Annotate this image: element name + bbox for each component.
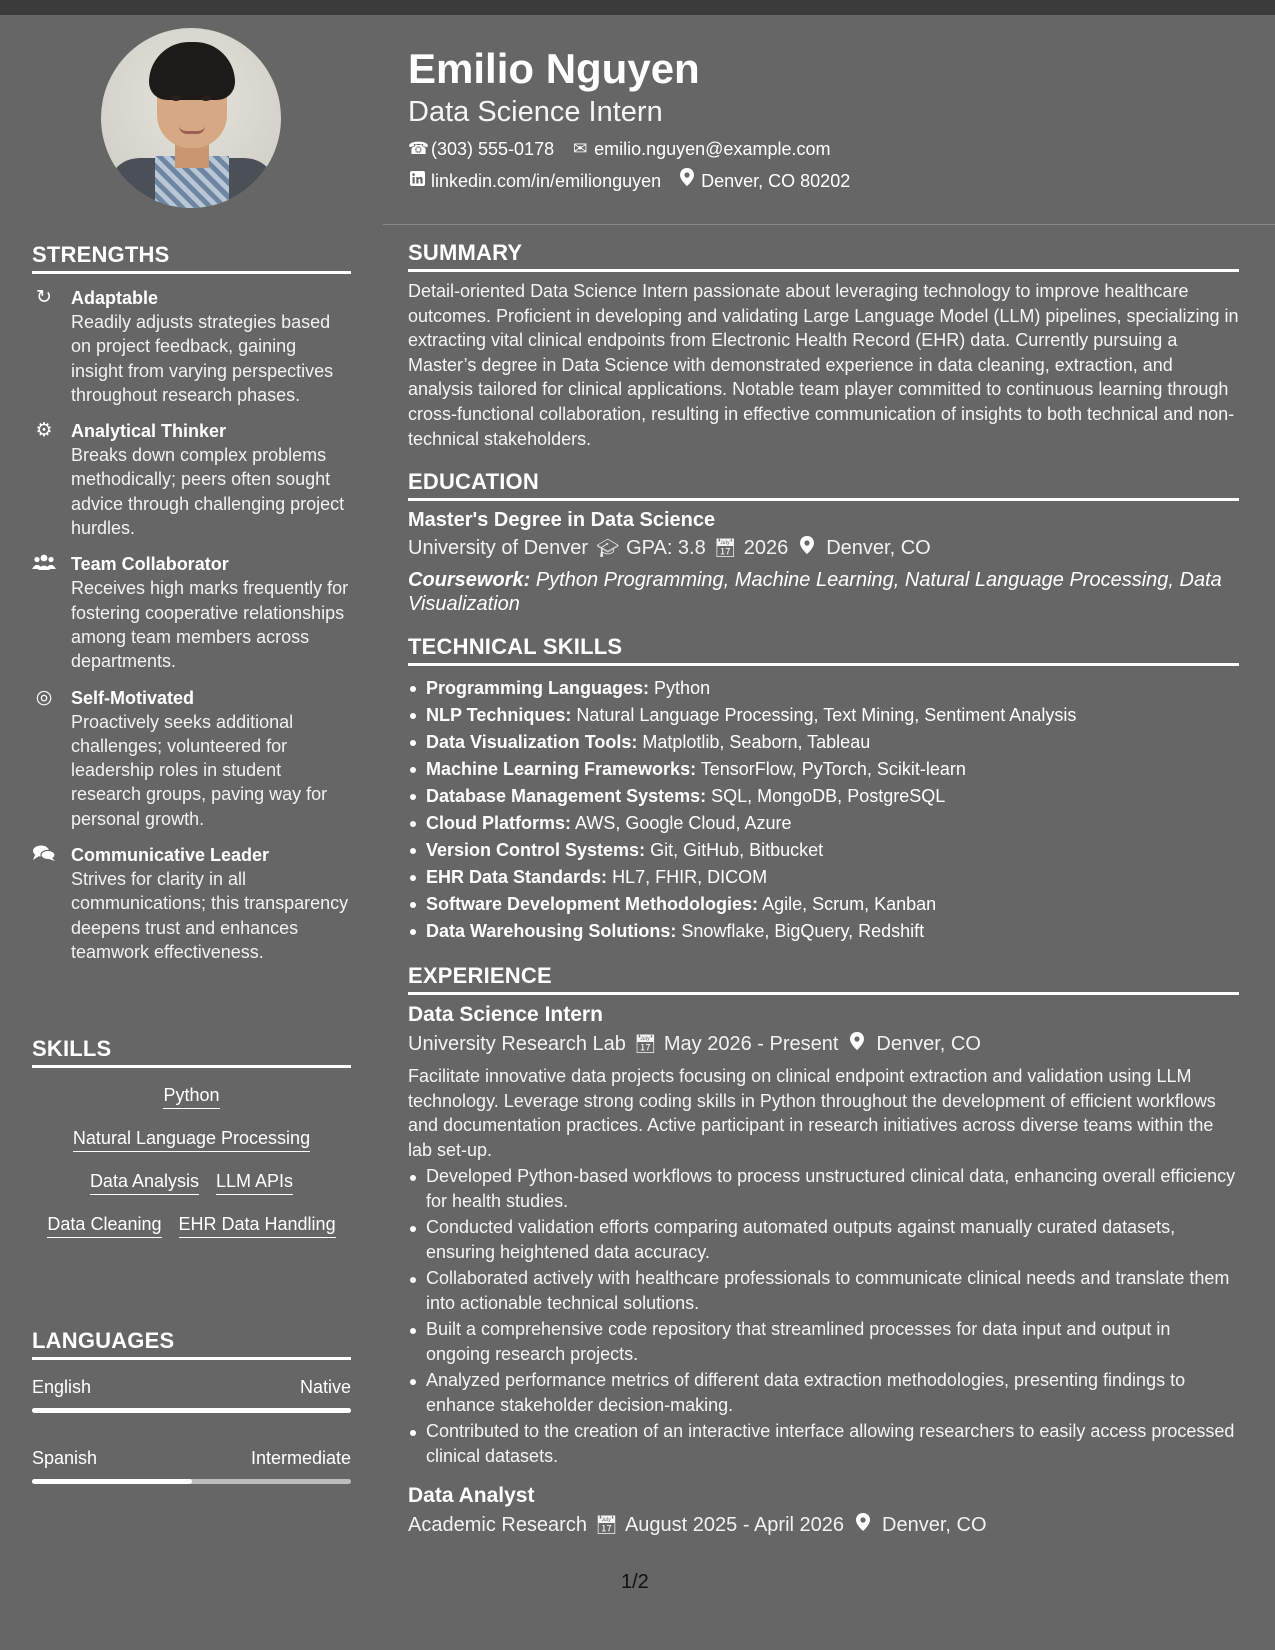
skill-row [32, 1213, 351, 1238]
experience-title: EXPERIENCE [408, 963, 1239, 995]
list-item: Programming Languages: Python [408, 675, 1239, 702]
strength-title: Analytical Thinker [71, 421, 227, 442]
skill-tag: LLM APIs [216, 1170, 293, 1195]
email-icon: ✉ [572, 139, 588, 158]
resume-header [408, 44, 1248, 197]
contact-info [408, 133, 1248, 197]
location-pin-icon [852, 1510, 874, 1540]
strength-item [32, 686, 351, 831]
strength-title: Adaptable [71, 288, 159, 308]
language-bar [32, 1408, 351, 1413]
skill-tag: Natural Language Processing [73, 1127, 310, 1152]
language-item [32, 1376, 351, 1413]
strength-desc: Receives high marks frequently for fostering cooperative relationships among team members across departments. [71, 578, 349, 672]
list-item: Database Management Systems: SQL, MongoDB, PostgreSQL [408, 783, 1239, 810]
job-location: Denver, CO [882, 1514, 987, 1537]
language-level: Native [299, 1377, 351, 1397]
summary-text: Detail-oriented Data Science Intern passionate about leveraging technology to improve healthcare outcomes. Proficient in developing and validating Large Language Model (LLM) pipelines, specializing in extracting vital clinical endpoints from Electronic Health Record (EHR) data. Currently pursuing a Master’s degree in Data Science with demonstrated experience in data cleaning, extraction, and analysis tailored for clinical applications. Notable team player committed to continuous learning through cross-functional collaboration, resulting in effective communication of insights to both technical and non-technical stakeholders. [408, 281, 1239, 449]
experience-section [408, 963, 1239, 1540]
technical-skills-section [408, 634, 1239, 945]
skill-tag: Data Analysis [90, 1170, 199, 1195]
strengths-title: STRENGTHS [32, 242, 351, 274]
education-meta [408, 533, 1239, 563]
list-item: Software Development Methodologies: Agile, Scrum, Kanban [408, 891, 1239, 918]
gears-icon: ⚙ [35, 420, 53, 442]
list-item: Developed Python-based workflows to process unstructured clinical data, enhancing overall efficiency for health studies. [408, 1164, 1239, 1213]
list-item: Cloud Platforms: AWS, Google Cloud, Azure [408, 810, 1239, 837]
top-bar [0, 0, 1275, 15]
school-name: University of Denver [408, 537, 589, 560]
refresh-icon: ↻ [36, 287, 52, 308]
linkedin-link[interactable]: linkedin.com/in/emilionguyen [431, 171, 662, 191]
technical-skills-title: TECHNICAL SKILLS [408, 634, 1239, 666]
job-meta [408, 1510, 1239, 1540]
strength-desc: Breaks down complex problems methodically; peers often sought advice through challenging project hurdles. [71, 445, 345, 539]
header-divider [383, 224, 1275, 225]
list-item: Machine Learning Frameworks: TensorFlow, PyTorch, Scikit-learn [408, 756, 1239, 783]
page-number: 1/2 [621, 1571, 649, 1593]
location-pin-icon [678, 165, 696, 197]
strength-desc: Readily adjusts strategies based on project feedback, gaining insight from varying perspectives throughout research phases. [71, 312, 334, 405]
language-level: Intermediate [250, 1448, 351, 1468]
summary-title: SUMMARY [408, 240, 1239, 272]
profile-photo [101, 28, 281, 208]
skill-tag: EHR Data Handling [179, 1213, 336, 1238]
education-title: EDUCATION [408, 469, 1239, 501]
strengths-section [32, 242, 351, 964]
chat-icon [32, 844, 56, 866]
language-bar-fill [32, 1408, 351, 1413]
education-section [408, 469, 1239, 616]
skill-row [32, 1127, 351, 1152]
linkedin-icon [408, 165, 426, 197]
list-item: Conducted validation efforts comparing automated outputs against manually curated datasets, ensuring heightened data accuracy. [408, 1215, 1239, 1264]
strength-desc: Proactively seeks additional challenges; volunteered for leadership roles in student research groups, paving way for personal growth. [71, 711, 328, 829]
gpa-text: GPA: 3.8 [626, 537, 706, 560]
location-pin-icon [846, 1029, 868, 1059]
strength-title: Communicative Leader [71, 845, 270, 866]
skill-tag: Python [163, 1084, 219, 1109]
job-location: Denver, CO [876, 1033, 981, 1056]
job-meta [408, 1029, 1239, 1059]
languages-title: LANGUAGES [32, 1328, 351, 1360]
job-bullets [408, 1164, 1239, 1468]
job-title: Data Science Intern [408, 1003, 603, 1027]
strength-title: Team Collaborator [71, 554, 229, 575]
job-org: Academic Research [408, 1514, 587, 1537]
job-dates: May 2026 - Present [663, 1033, 839, 1056]
language-name: Spanish [32, 1448, 98, 1468]
email-link[interactable]: emilio.nguyen@example.com [594, 139, 831, 159]
calendar-icon: 📅︎ [713, 538, 737, 559]
technical-skills-list [408, 675, 1239, 945]
job-title: Data Analyst [408, 1484, 535, 1508]
users-icon [32, 553, 56, 575]
list-item: Collaborated actively with healthcare professionals to communicate clinical needs and translate them into actionable technical solutions. [408, 1266, 1239, 1315]
strength-item [32, 286, 351, 407]
calendar-icon: 📅︎ [633, 1034, 657, 1055]
strength-item [32, 552, 351, 673]
language-name: English [32, 1377, 92, 1397]
strength-item [32, 843, 351, 964]
skill-tag: Data Cleaning [47, 1213, 161, 1238]
job-dates: August 2025 - April 2026 [624, 1514, 845, 1537]
job-description: Facilitate innovative data projects focusing on clinical endpoint extraction and validation using LLM technology. Leverage strong coding skills in Python throughout the development of efficient workflows and documentation practices. Active participant in research initiatives across diverse teams within the lab set-up. [408, 1066, 1216, 1160]
candidate-name: Emilio Nguyen [408, 45, 700, 92]
location-pin-icon [796, 533, 818, 563]
languages-section [32, 1328, 351, 1484]
list-item: Built a comprehensive code repository that streamlined processes for data input and output in ongoing research projects. [408, 1317, 1239, 1366]
coursework-label: Coursework: [408, 569, 531, 592]
location-text: Denver, CO 80202 [701, 171, 851, 191]
skills-section [32, 1036, 351, 1238]
education-location: Denver, CO [826, 537, 931, 560]
skill-row [32, 1170, 351, 1195]
phone-icon: ☎ [408, 139, 430, 158]
strength-desc: Strives for clarity in all communications; this transparency deepens trust and enhances teamwork effectiveness. [71, 869, 349, 962]
list-item: Version Control Systems: Git, GitHub, Bitbucket [408, 837, 1239, 864]
graduation-year: 2026 [743, 537, 789, 560]
summary-section [408, 240, 1239, 451]
coursework [408, 568, 1239, 616]
strength-title: Self-Motivated [71, 687, 195, 708]
degree-title: Master's Degree in Data Science [408, 509, 716, 532]
skill-row [32, 1084, 351, 1109]
language-bar [32, 1479, 351, 1484]
list-item: Data Warehousing Solutions: Snowflake, BigQuery, Redshift [408, 918, 1239, 945]
calendar-icon: 📅︎ [594, 1515, 618, 1536]
job-org: University Research Lab [408, 1033, 626, 1056]
skills-title: SKILLS [32, 1036, 351, 1068]
right-column [408, 240, 1239, 1540]
phone-text: (303) 555-0178 [431, 139, 555, 159]
list-item: EHR Data Standards: HL7, FHIR, DICOM [408, 864, 1239, 891]
list-item: Contributed to the creation of an interactive interface allowing researchers to easily access processed clinical datasets. [408, 1419, 1239, 1468]
language-item [32, 1447, 351, 1484]
target-icon: ◎ [35, 686, 53, 708]
graduation-cap-icon: 🎓︎ [596, 538, 619, 559]
coursework-list: Python Programming, Machine Learning, Natural Language Processing, Data Visualization [408, 569, 1222, 616]
list-item: Data Visualization Tools: Matplotlib, Seaborn, Tableau [408, 729, 1239, 756]
language-bar-fill [32, 1479, 192, 1484]
candidate-role: Data Science Intern [408, 96, 663, 128]
list-item: NLP Techniques: Natural Language Processing, Text Mining, Sentiment Analysis [408, 702, 1239, 729]
list-item: Analyzed performance metrics of different data extraction methodologies, presenting findings to enhance stakeholder decision-making. [408, 1368, 1239, 1417]
strength-item [32, 419, 351, 540]
